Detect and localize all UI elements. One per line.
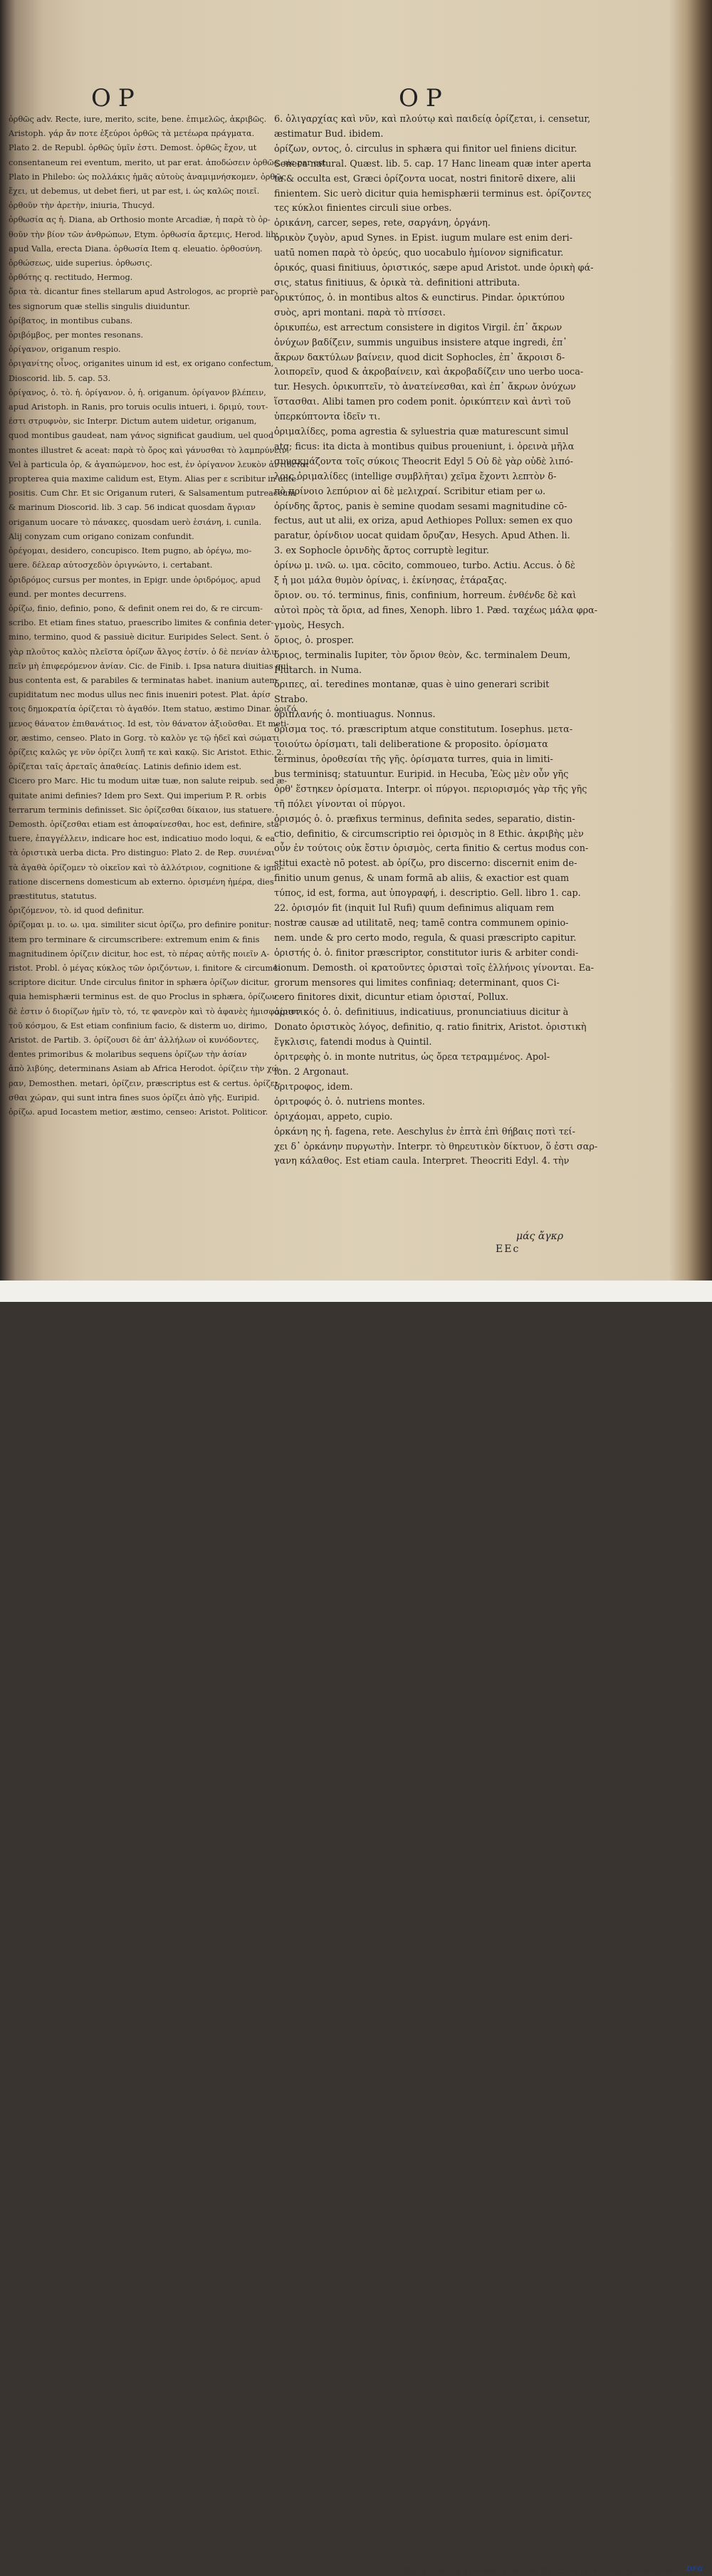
right-column-line: λοιπορεῖν, quod & ἀκροβαίνειν, καὶ ἀκροβαδίζειν uno uerbo uoca- xyxy=(274,367,584,378)
right-column-line: cero finitores dixit, dicuntur etiam ὁρισταί, Pollux. xyxy=(274,992,509,1003)
left-column-line: Vel à particula ὀρ, & ἀγαπώμενον, hoc est, ἐν ὀρίγανον λευκὸν ἀντίθεται xyxy=(9,459,309,469)
left-column-line: tes signorum quæ stellis singulis diuiduntur. xyxy=(9,301,191,311)
right-column-line: ὅριον. ου. τό. terminus, finis, confinium, horreum. ἐνθένδε δὲ καὶ xyxy=(274,590,577,601)
right-column-line: tur. Hesych. ὀρικυπτεῖν, τὸ ἀνατείνεσθαι, καὶ ἐπ᾽ ἄκρων ὀνύχων xyxy=(274,382,576,393)
right-column-line: πὸ πρίνοιο λεπύριον αἱ δὲ μελιχραί. Scribitur etiam per ω. xyxy=(274,486,546,497)
right-column-line: ὁριστικός ὁ. ὁ. definitiuus, indicatiuus, pronunciatiuus dicitur à xyxy=(274,1007,569,1018)
left-column-line: ὁρίζω. apud Iocastem metior, æstimo, censeo: Aristot. Politicor. xyxy=(9,1107,268,1117)
left-column-line: ristot. Probl. ὁ μέγας κύκλος τῶν ὁριζόντων, i. finitore & circume- xyxy=(9,963,281,973)
left-column-line: terrarum terminis definisset. Sic ὁρίζεσθαι δίκαιον, ius statuere. xyxy=(9,805,275,815)
right-column-line: ὑπερκύπτοντα ἰδεῖν τι. xyxy=(274,412,381,423)
right-column-line: stitui exactè nō potest. ab ὁρίζω, pro discerno: discernit enim de- xyxy=(274,858,577,870)
right-column-line: ὁρισμός ὁ. ὁ. præfixus terminus, definita sedes, separatio, distin- xyxy=(274,813,575,825)
right-column-line: ἄκρων δακτύλων βαίνειν, quod dicit Sophocles, ἐπ᾽ ἄκροισι δ- xyxy=(274,352,565,363)
left-column-line: ὁρίζω, finio, definio, pono, & definit onem rei do, & re circum- xyxy=(9,603,263,613)
left-column-line: δὲ ἐστιν ὁ διορίζων ἡμῖν τὸ, τό, τε φανερὸν καὶ τὸ ἀφανὲς ἡμισφαίριον xyxy=(9,1006,301,1016)
left-column-line: mino, termino, quod & passiuè dicitur. Euripides Select. Sent. ὁ xyxy=(9,632,269,642)
right-column-line: nem. unde & pro certo modo, regula, & quasi præscripto capitur. xyxy=(274,932,577,944)
right-column-line: σις, status finitiuus, & ὁρικὰ τὰ. definitioni attributa. xyxy=(274,277,520,288)
left-column-line: μενος θάνατον ἐπιθανάτιος. Id est, τὸν θάνατον ἀξιοῦσθαι. Et meti- xyxy=(9,719,289,729)
left-column-line: τὰ ὁριστικὰ uerba dicta. Pro distinguo: Plato 2. de Rep. συνιέναι xyxy=(9,848,275,858)
right-column-line: ὀρκάνη ης ἡ. fagena, rete. Aeschylus ἐν ἑπτὰ ἐπὶ θήβαις ποτὶ τεί- xyxy=(274,1126,575,1137)
right-column-line: τῆ πόλει γίνονται οἱ πύργοι. xyxy=(274,798,406,810)
right-column-line: lon. 2 Argonaut. xyxy=(274,1067,349,1078)
left-column-line: σθαι χώραν, qui sunt intra fines suos ὁρίζει ἀπὸ γῆς. Euripid. xyxy=(9,1093,260,1102)
left-column-line: scribo. Et etiam fines statuo, praescribo limites & confinia deter- xyxy=(9,618,274,628)
left-column-line: ὀρίγανος, ὁ. τὸ. ἡ. ὀρίγανον. ὁ, ἡ. origanum. ὀρίγανον βλέπειν, xyxy=(9,387,266,397)
right-column-line: ὀρικὸν ζυγὸν, apud Synes. in Epist. iugum mulare est enim deri- xyxy=(274,233,573,244)
right-column-line: αὐτοὶ πρὸς τὰ ὅρια, ad fines, Xenoph. libro 1. Pæd. ταχέως μάλα φρα- xyxy=(274,605,598,616)
right-column-line: ὅριος, ὁ. prosper. xyxy=(274,635,355,646)
right-column-line: tionum. Demosth. οἱ κρατοῦντες ὁρισταὶ τοῖς ἑλλήνοις γίνονται. Ea- xyxy=(274,962,595,974)
left-column-line: quod montibus gaudeat, nam γάνος significat gaudium, uel quod xyxy=(9,431,274,441)
left-column-line: montes illustret & aceat: παρὰ τὸ ὄρος καὶ γάνυσθαι τὸ λαμπρύνειν. xyxy=(9,445,290,455)
left-column-line: ὁρίζεις καλῶς γε νῦν ὁρίζει λυπῆ τε καὶ κακῷ. Sic Aristot. Ethic. 2. xyxy=(9,747,285,757)
right-column-line: γανη κάλαθος. Est etiam caula. Interpret. Theocriti Edyl. 4. τὴν xyxy=(274,1156,570,1167)
right-column-line: ὄριπες, αἱ. teredines montanæ, quas è uino generari scribit xyxy=(274,679,550,691)
right-column-line: 3. ex Sophocle ὀρινδὴς ἄρτος corruptè legitur. xyxy=(274,546,489,557)
right-column-line: nostræ causæ ad utilitatē, neq; tamē contra communem opinio- xyxy=(274,917,569,929)
right-column-line: ὀρίνω μ. ινῶ. ω. ιμα. cōcito, commoueo, turbo. Actiu. Accus. ὁ δὲ xyxy=(274,560,575,572)
left-column-line: ὀριβόμβος, per montes resonans. xyxy=(9,330,144,340)
left-column-line: θοῦν τὴν βίον τῶν ἀνθρώπων, Etym. ὀρθωσία ἄρτεμις, Herod. lib. xyxy=(9,229,279,239)
running-head-left: OP xyxy=(91,84,142,113)
right-column-line: terminus, ὁροθεσίαι τῆς γῆς. ὁρίσματα turres, quia in limiti- xyxy=(274,753,553,765)
left-column-line: apud Valla, erecta Diana. ὀρθωσία Item q. eleuatio. ὀρθοσύνη. xyxy=(9,244,263,254)
left-column-line: origanum uocare τὸ πάνακες, quosdam uerò ἑσιάνη, i. cunila. xyxy=(9,517,262,527)
right-column-line: τύπος, id est, forma, aut ὑπογραφή, i. descriptio. Gell. libro 1. cap. xyxy=(274,888,581,899)
left-column-line: & marinum Dioscorid. lib. 3 cap. 56 indicat quosdam ἄγριαν xyxy=(9,503,256,513)
left-column-line: cupiditatum nec modus ullus nec finis inueniri potest. Plat. ἀρίσ xyxy=(9,690,271,700)
right-column-line: ὀρικάνη, carcer, sepes, rete, σαργάνη, ὀργάνη. xyxy=(274,218,491,229)
right-column-line: ὀρθ' ἕστηκεν ὁρίσματα. Interpr. οἱ πύργοι. περιορισμός γὰρ τῆς γῆς xyxy=(274,783,587,795)
left-column-line: apud Aristoph. in Ranis, pro toruis oculis intueri, i. δριμύ, τουτ- xyxy=(9,402,268,412)
left-column-line: ὀρθοῦν τὴν ἀρετὴν, iniuria, Thucyd. xyxy=(9,201,155,211)
left-column-line: γὰρ πλοῦτος καλὸς πλεῖστα ὁρίζων ἄλγος ἐστίν. ὁ δὲ πενίαν ἀλυ xyxy=(9,647,277,657)
left-column-line: Plato in Philebo: ὡς πολλάκις ἡμᾶς αὐτοὺς ἀναμιμνήσκομεν, ὀρθῶς xyxy=(9,172,286,182)
right-column-line: γμοὺς, Hesych. xyxy=(274,620,345,631)
left-column-line: ραν, Demosthen. metari, ὁρίζειν, præscriptus est & certus. ὁρίζει- xyxy=(9,1078,281,1088)
right-column-line: æstimatur Bud. ibidem. xyxy=(274,128,384,140)
right-column-line: ὀριχάομαι, appeto, cupio. xyxy=(274,1111,393,1122)
left-column-line: Cicero pro Marc. Hic tu modum uitæ tuæ, non salute reipub. sed æ- xyxy=(9,776,288,786)
left-column-line: ὁρίζομαι μ. ιο. ω. ιμα. similiter sicut ὁρίζω, pro definire ponitur: xyxy=(9,920,272,930)
left-column-line: έστι στρυφνὸν, sic Interpr. Dictum autem uidetur, origanum, xyxy=(9,417,257,427)
right-column-line: ὀριτρεφὴς ὁ. in monte nutritus, ὡς ὄρεα τετραμμένος. Apol- xyxy=(274,1052,550,1063)
left-column-line: τοις δημοκρατία ὁρίζεται τὸ ἀγαθόν. Item statuo, æstimo Dinar. ὁριζό xyxy=(9,704,296,714)
running-head-right: OP xyxy=(399,84,449,113)
dfg-logo: DFG xyxy=(686,2565,703,2573)
right-column-line: ὀρικυπέω, est arrectum consistere in digitos Virgil. ἐπ᾽ ἄκρων xyxy=(274,322,562,333)
right-column-line: ὀριμαλίδες, poma agrestia & syluestria quæ maturescunt simul xyxy=(274,427,569,438)
left-column-line: quitate animi definies? Idem pro Sext. Qui imperium P. R. orbis xyxy=(9,791,267,801)
right-column-line: Donato ὁριστικὸς λόγος, definitio, q. ratio finitrix, Aristot. ὁριστικὴ xyxy=(274,1022,587,1033)
right-column-line: ὀρίνδης ἄρτος, panis è semine quodam sesami magnitudine cō- xyxy=(274,501,567,512)
left-column-line: tuere, ἐπαγγέλλειν, indicare hoc est, indicatiuo modo loqui, & ea xyxy=(9,834,276,844)
right-column-line: ὀρικτύπος, ὁ. in montibus altos & eunctirus. Pindar. ὀρικτύπου xyxy=(274,292,565,303)
left-column-line: item pro terminare & circumscribere: extremum enim & finis xyxy=(9,934,260,944)
signature-mark: EEc xyxy=(496,1243,520,1255)
right-column-line: συνακμάζοντα τοῖς σύκοις Theocrit Edyl 5 Οὐ δὲ γὰρ οὐδὲ λιπό- xyxy=(274,456,573,467)
left-column-line: uere. δέλεαρ αὐτοσχεδὸν ὀριγνώντο, i. certabant. xyxy=(9,560,213,570)
right-column-line: ὀριπλανής ὁ. montiuagus. Nonnus. xyxy=(274,709,436,721)
left-column-line: ὀριδρόμος cursus per montes, in Epigr. unde ὀριδρόμος, apud xyxy=(9,575,261,585)
left-column-line: ἀπὸ λιβύης, determinans Asiam ab Africa Herodot. ὁρίζειν τὴν χώ- xyxy=(9,1064,281,1074)
left-column-line: ὀρέγομαι, desidero, concupisco. Item pugno, ab ὀρέγω, mo- xyxy=(9,546,252,556)
left-column-line: ratione discernens domesticum ab externo. ὁρισμένη ἡμέρα, dies xyxy=(9,877,274,887)
right-column-line: λοις ὀριμαλίδες (intellige συμβλῆται) χεῖμα ἔχοντι λεπτὸν δ- xyxy=(274,471,557,482)
left-column-line: ὁριζόμενον, τὸ. id quod definitur. xyxy=(9,906,145,916)
left-column-line: ὀρίβατος, in montibus cubans. xyxy=(9,316,133,325)
right-column-line: bus terminisq; statuuntur. Euripid. in Hecuba, Ἐὼς μὲν οὖν γῆς xyxy=(274,768,569,780)
left-column-line: τὰ ἀγαθὰ ὁρίζομεν τὸ οἰκεῖον καὶ τὸ ἀλλότριον, cognitione & igno- xyxy=(9,862,284,872)
right-column-line: 22. ὁρισμόν fit (inquit Iul Rufi) quum definimus aliquam rem xyxy=(274,903,555,914)
left-column-line: Plato 2. de Republ. ὀρθῶς ὑμῖν ἐστι. Demost. ὀρθῶς ἔχον, ut xyxy=(9,143,257,153)
right-column xyxy=(274,113,673,1169)
right-column-line: ta & occulta est, Græci ὁρίζοντα uocat, nostri finitorē dixere, alii xyxy=(274,173,576,184)
right-column-line: ἔγκλισις, fatendi modus à Quintil. xyxy=(274,1037,432,1048)
funding-credit: Digitalisierung gefördert durch die Deutsche Forschungsgemeinschaft · xyxy=(404,2567,684,2576)
right-column-line: ὀνύχων βαδίζειν, summis unguibus insistere atque ingredi, ἐπ᾽ xyxy=(274,337,567,348)
left-column-line: ὀρίγανον, origanum respio. xyxy=(9,345,121,355)
right-column-line: uatū nomen παρὰ τὸ ὀρεύς, quo uocabulo ἡμίονον significatur. xyxy=(274,248,564,259)
left-column-line: ὀρθώσεως, uide superius. ὀρθωσις. xyxy=(9,259,152,268)
right-column-line: Seneca natural. Quæst. lib. 5. cap. 17 Hanc lineam quæ inter aperta xyxy=(274,158,592,170)
left-column-line: dentes primoribus & molaribus sequens ὁρίζων τὴν ἀσίαν xyxy=(9,1050,247,1060)
left-column-line: ὀρθωσία ας ἡ. Diana, ab Orthosio monte Arcadiæ, ἡ παρὰ τὸ ὀρ- xyxy=(9,215,271,225)
left-column-line: ὄρια τὰ. dicantur fines stellarum apud Astrologos, ac propriè par- xyxy=(9,287,277,297)
right-column-line: ἵστασθαι. Alibi tamen pro codem ponit. ὀρικύπτειν καὶ ἀντὶ τοῦ xyxy=(274,397,571,408)
right-column-line: 6. ὀλιγαρχίας καὶ νῦν, καὶ πλούτῳ καὶ παιδείᾳ ὁρίζεται, i. censetur, xyxy=(274,114,591,125)
left-column-line: propterea quia maxime calidum est, Etym. Alias per ε scribitur in ante- xyxy=(9,474,299,484)
left-column-line: ἔχει, ut debemus, ut debet fieri, ut par est, i. ὡς καλῶς ποιεῖ. xyxy=(9,187,260,197)
right-column-line: Strabo. xyxy=(274,694,308,706)
right-column-line: τες κύκλοι finientes circuli siue orbes. xyxy=(274,203,452,214)
catchword: μάς ἄγκρ xyxy=(516,1231,564,1242)
right-column-line: ὀριτροφός ὁ. ὁ. nutriens montes. xyxy=(274,1096,425,1107)
left-column-line: ὀριγανίτης οἶνος, origanites uinum id est, ex origano confectum, xyxy=(9,359,274,369)
left-column-line: Aristot. de Partib. 3. ὁρίζουσι δὲ ἀπ' ἀλλήλων οἱ κυνόδοντες, xyxy=(9,1036,259,1045)
left-column-line: Demosth. ὁρίζεσθαι etiam est ἀποφαίνεσθαι, hoc est, definire, sta- xyxy=(9,819,282,829)
left-column-line: or, æstimo, censeo. Plato in Gorg. τὸ καλὸν γε τῷ ἡδεῖ καὶ σώματι xyxy=(9,733,280,743)
right-column-line: χει δ᾽ ὀρκάνην πυργωτὴν. Interpr. τὸ θηρευτικὸν δίκτυον, ὅ ἐστι σαρ- xyxy=(274,1141,598,1152)
left-column-line: πεῖν μὴ ἐπιφερόμενον ἀνίαν. Cic. de Finib. i. Ipsa natura diuitias qui- xyxy=(9,661,292,671)
left-column-line: quia hemisphærii terminus est. de quo Proclus in sphæra, ὁρίζων xyxy=(9,992,277,1002)
right-column-line: atq; ficus: ita dicta à montibus quibus proueniunt, i. ὀρεινὰ μῆλα xyxy=(274,441,575,452)
right-column-line: grorum mensores qui limites confiniaq; determinant, quos Ci- xyxy=(274,977,560,989)
right-column-line: τοιούτω ὁρίσματι, tali deliberatione & proposito. ὁρίσματα xyxy=(274,739,548,751)
left-column-line: magnitudinem ὁρίζειν dicitur, hoc est, τὸ πέρας αὐτῆς ποιεῖν A- xyxy=(9,949,270,959)
right-column-line: finitio unum genus, & unam formā ab aliis, & exactior est quam xyxy=(274,873,570,885)
left-column-line: eund. per montes decurrens. xyxy=(9,589,127,599)
right-column-line: ὁρίζων, οντος, ὁ. circulus in sphæra qui finitor uel finiens dicitur. xyxy=(274,143,577,155)
right-column-line: finientem. Sic uerò dicitur quia hemisphærii terminus est. ὁρίζοντες xyxy=(274,188,592,199)
right-column-line: ὅρισμα τος. τό. præscriptum atque constitutum. Iosephus. μετα- xyxy=(274,724,573,736)
right-column-line: paratur, ὀρίνδιον uocat quidam ὄρυζαν, Hesych. Apud Athen. li. xyxy=(274,531,570,542)
left-column-line: Alij conyzam cum origano conizam confundit. xyxy=(9,531,194,541)
left-column-line: bus contenta est, & parabiles & terminatas habet. inanium autem xyxy=(9,675,278,685)
left-column-line: positis. Cum Chr. Et sic Origanum ruteri, & Salsamentum putreaceum xyxy=(9,489,295,499)
left-column-line: Aristoph. γάρ ἄν ποτε ἐξεύροι ὀρθῶς τὰ μετέωρα πράγματα. xyxy=(9,129,255,139)
right-column-line: ξ ἡ μοι μάλα θυμὸν ὀρίνας, i. ἐκίνησας, ἐτάραξας. xyxy=(274,575,507,587)
right-column-line: ὅριος, terminalis Iupiter, τὸν ὅριον θεὸν, &c. terminalem Deum, xyxy=(274,650,571,661)
left-column-line: τοῦ κόσμου, & Est etiam confinium facio, & disterm uo, dirimo, xyxy=(9,1021,268,1031)
digitization-footer xyxy=(0,1281,712,2576)
right-column-line: ὀριτροφος, idem. xyxy=(274,1081,353,1093)
left-column-line: consentaneum rei eventum, merito, ut par erat. ἀποδώσειν ὀρθῶς, sic par est. xyxy=(9,157,329,167)
left-column-line: ὀρθῶς adv. Recte, iure, merito, scite, bene. ἐπιμελῶς, ἀκριβῶς. xyxy=(9,115,267,124)
right-column-line: Plutarch. in Numa. xyxy=(274,664,362,676)
right-column-line: συὸς, apri montani. παρὰ τὸ πτίσσει. xyxy=(274,307,446,318)
left-column-line: ὁρίζεται ταῖς ἀρεταῖς ἀπαθείας. Latinis definio idem est. xyxy=(9,762,242,772)
left-column-line: scriptore dicitur. Unde circulus finitor in sphæra ὁρίζων dicitur, xyxy=(9,978,270,988)
right-column-line: οὖν ἐν τούτοις οὐκ ἔστιν ὁρισμὸς, certa finitio & certus modus con- xyxy=(274,843,589,855)
left-column-line: ὀρθότης q. rectitudo, Hermog. xyxy=(9,273,133,283)
right-column-line: ctio, definitio, & circumscriptio rei ὁρισμὸς in 8 Ethic. ἀκριβὴς μὲν xyxy=(274,828,584,840)
right-column-line: ὁρικός, quasi finitiuus, ὁριστικός, sæpe apud Aristot. unde ὁρικὴ φά- xyxy=(274,263,594,274)
left-column-line: Dioscorid. lib. 5. cap. 53. xyxy=(9,373,111,383)
right-column-line: ὁριστής ὁ. ὁ. finitor præscriptor, constitutor iuris & arbiter condi- xyxy=(274,947,579,959)
left-column-line: præstitutus, statutus. xyxy=(9,891,97,901)
right-column-line: fectus, aut ut alii, ex oriza, apud Aethiopes Pollux: semen ex quo xyxy=(274,516,573,527)
